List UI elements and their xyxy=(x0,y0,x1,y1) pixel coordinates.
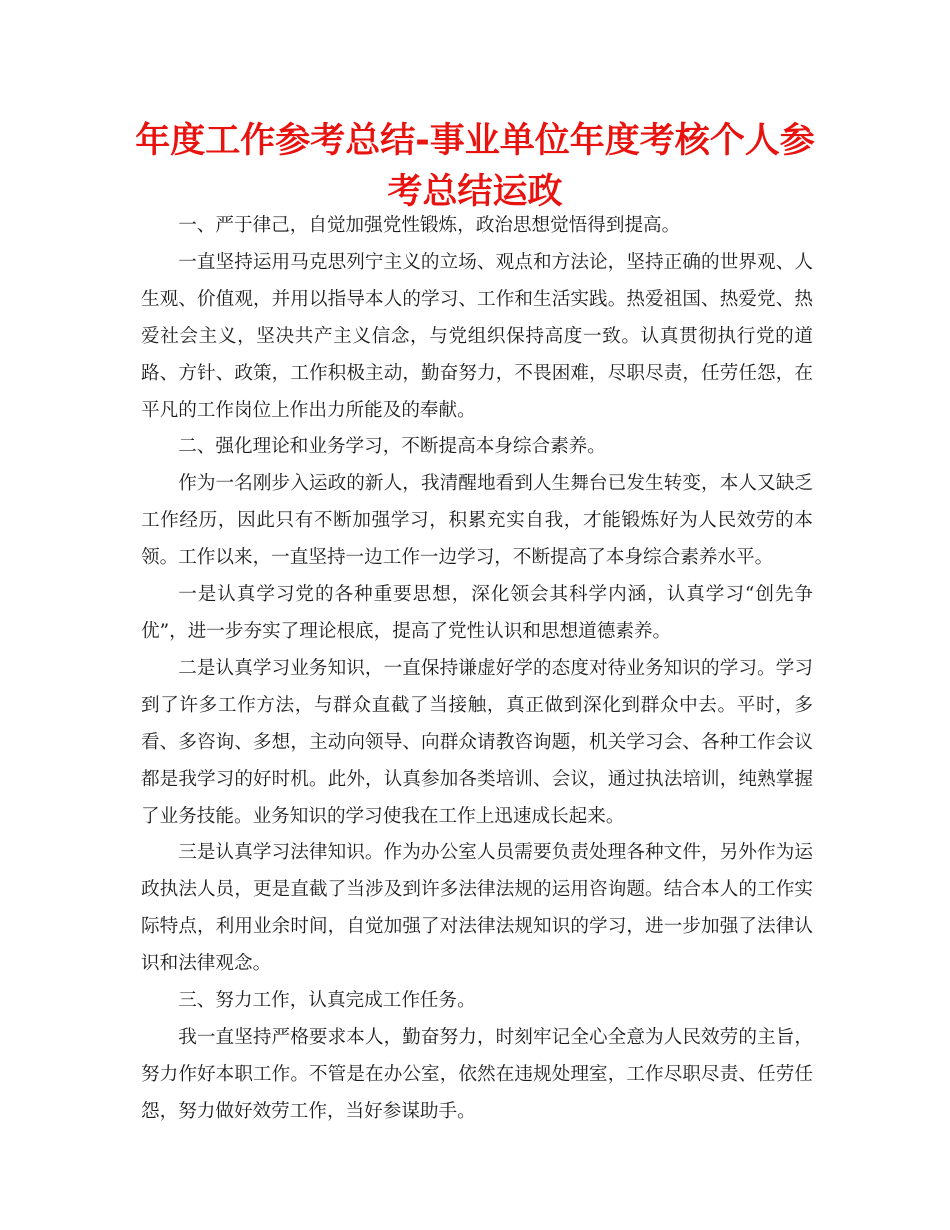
document-title: 年度工作参考总结-事业单位年度考核个人参考总结运政 xyxy=(135,121,815,212)
document-body xyxy=(141,208,813,1131)
paragraph: 我一直坚持严格要求本人，勤奋努力，时刻牢记全心全意为人民效劳的主旨，努力作好本职工作。不管是在办公室，依然在违规处理室，工作尽职尽责、任劳任怨，努力做好效劳工作，当好参谋助手。 xyxy=(141,1026,813,1122)
paragraph: 二是认真学习业务知识，一直保持谦虚好学的态度对待业务知识的学习。学习到了许多工作方法，与群众直截了当接触，真正做到深化到群众中去。平时，多看、多咨询、多想，主动向领导、向群众请教咨询题，机关学习会、各种工作会议都是我学习的好时机。此外，认真参加各类培训、会议，通过执法培训，纯熟掌握了业务技能。业务知识的学习使我在工作上迅速成长起来。 xyxy=(141,657,813,827)
paragraph: 一是认真学习党的各种重要思想，深化领会其科学内涵，认真学习“创先争优”，进一步夯实了理论根底，提高了党性认识和思想道德素养。 xyxy=(141,584,813,642)
section-heading-1: 一、严于律己，自觉加强党性锻炼，政治思想觉悟得到提高。 xyxy=(178,215,681,236)
paragraph: 作为一名刚步入运政的新人，我清醒地看到人生舞台已发生转变，本人又缺乏工作经历，因此只有不断加强学习，积累充实自我，才能锻炼好为人民效劳的本领。工作以来，一直坚持一边工作一边学习，不断提高了本身综合素养水平。 xyxy=(141,473,813,569)
section-heading-3: 三、努力工作，认真完成工作任务。 xyxy=(178,990,476,1012)
paragraph: 三是认真学习法律知识。作为办公室人员需要负责处理各种文件，另外作为运政执法人员，更是直截了当涉及到许多法律法规的运用咨询题。结合本人的工作实际特点，利用业余时间，自觉加强了对法律法规知识的学习，进一步加强了法律认识和法律观念。 xyxy=(141,842,813,975)
section-heading-2: 二、强化理论和业务学习，不断提高本身综合素养。 xyxy=(178,436,606,458)
paragraph: 一直坚持运用马克思列宁主义的立场、观点和方法论，坚持正确的世界观、人生观、价值观，并用以指导本人的学习、工作和生活实践。热爱祖国、热爱党、热爱社会主义，坚决共产主义信念，与党组织保持高度一致。认真贯彻执行党的道路、方针、政策，工作积极主动，勤奋努力，不畏困难，尽职尽责，任劳任怨，在平凡的工作岗位上作出力所能及的奉献。 xyxy=(141,251,813,421)
